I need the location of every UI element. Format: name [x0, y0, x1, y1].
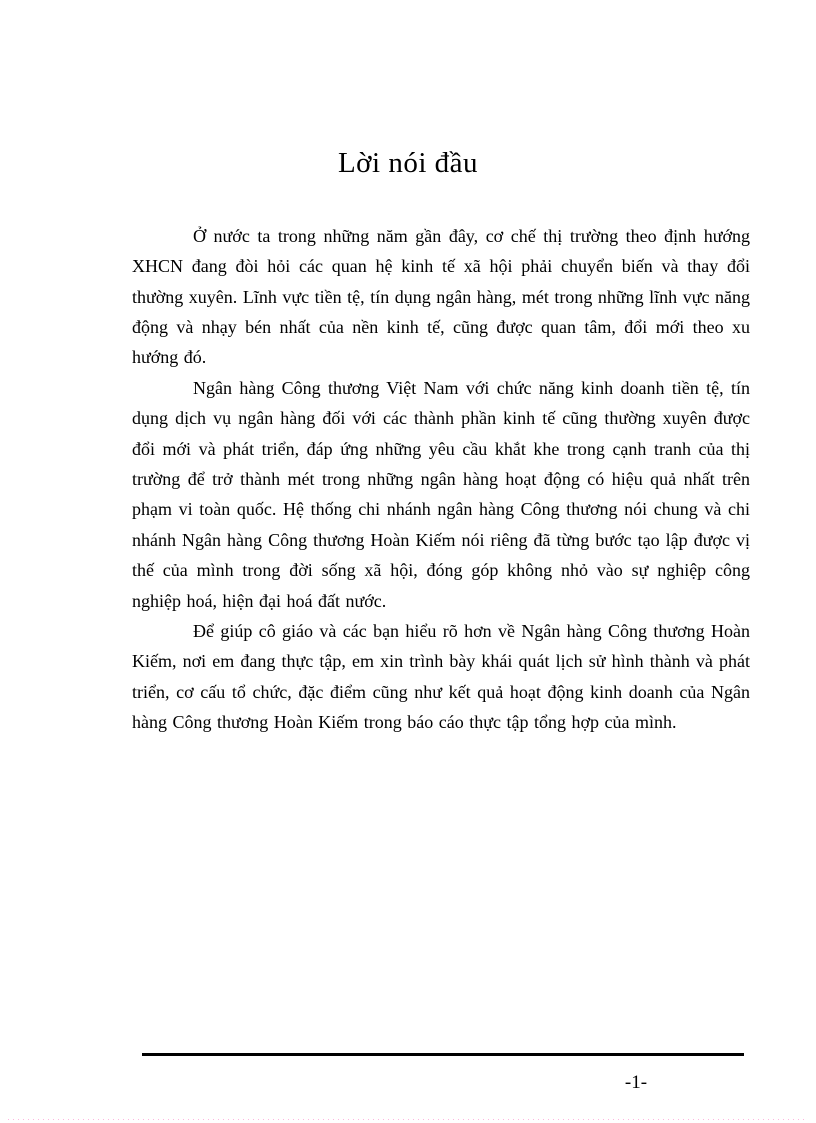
paragraph-2: Ngân hàng Công thương Việt Nam với chức năng kinh doanh tiền tệ, tín dụng dịch vụ ngân hàng đối với các thành phần kinh tế cũng thường xuyên được đổi mới và phát triển, đáp ứng những yêu cầu khắt khe trong cạnh tranh của thị trường để trở thành mét trong những ngân hàng hoạt động có hiệu quả nhất trên phạm vi toàn quốc. Hệ thống chi nhánh ngân hàng Công thương nói chung và chi nhánh Ngân hàng Công thương Hoàn Kiếm nói riêng đã từng bước tạo lập được vị thế của mình trong đời sống xã hội, đóng góp không nhỏ vào sự nghiệp công nghiệp hoá, hiện đại hoá đất nước. [132, 377, 750, 611]
page-title: Lời nói đầu [337, 147, 479, 179]
paragraph-3: Để giúp cô giáo và các bạn hiểu rõ hơn về Ngân hàng Công thương Hoàn Kiếm, nơi em đang thực tập, em xin trình bày khái quát lịch sử hình thành và phát triển, cơ cấu tổ chức, đặc điểm cũng như kết quả hoạt động kinh doanh của Ngân hàng Công thương Hoàn Kiếm trong báo cáo thực tập tổng hợp của mình. [132, 621, 750, 733]
page-number: -1- [624, 1072, 648, 1093]
document-body [132, 221, 750, 738]
footer-divider-rule [142, 1053, 744, 1056]
page-boundary-dotted-line [8, 1119, 808, 1120]
paragraph-1: Ở nước ta trong những năm gần đây, cơ chế thị trường theo định hướng XHCN đang đòi hỏi các quan hệ kinh tế xã hội phải chuyển biến và thay đổi thường xuyên. Lĩnh vực tiền tệ, tín dụng ngân hàng, mét trong những lĩnh vực năng động và nhạy bén nhất của nền kinh tế, cũng được quan tâm, đổi mới theo xu hướng đó. [132, 225, 750, 368]
